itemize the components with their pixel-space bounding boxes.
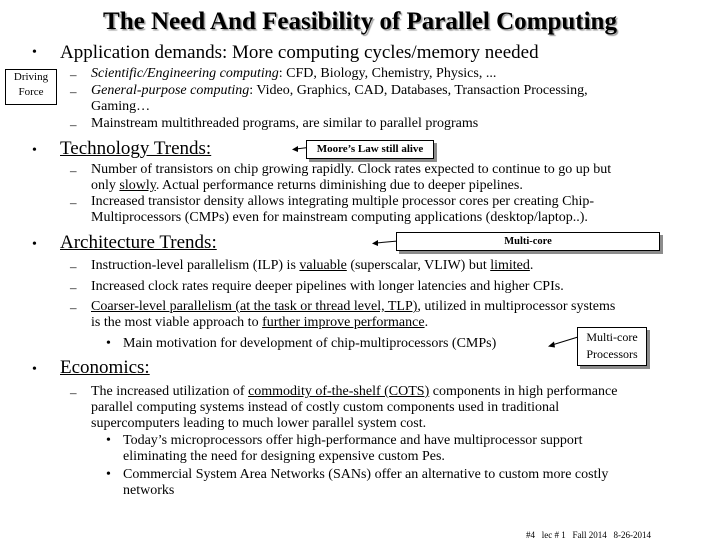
dash-marker: – xyxy=(70,385,77,400)
multitasking-callout: Multi-core xyxy=(396,232,660,251)
underlined-run: slowly xyxy=(119,178,156,193)
text-run: The increased utilization of xyxy=(91,384,249,399)
dash-marker: – xyxy=(70,163,77,178)
arch-item-ilp xyxy=(91,258,533,275)
econ-sub-microprocessors: Today’s microprocessors offer high-performance and have multiprocessor support xyxy=(123,433,583,448)
moores-law-callout: Moore’s Law still alive xyxy=(306,140,434,159)
text-run: . xyxy=(424,315,429,330)
app-item-scientific xyxy=(91,66,496,83)
tech-heading xyxy=(60,138,211,160)
app-item-em: General-purpose computing xyxy=(91,83,250,98)
bullet-marker: • xyxy=(32,237,37,252)
dash-marker: – xyxy=(70,67,77,82)
footer-slide-number: #4 xyxy=(526,530,535,540)
tech-item-density: Increased transistor density allows integrating multiple processor cores per creating Chip- xyxy=(91,194,595,209)
callout-line: Multi-core xyxy=(586,330,638,344)
sub-bullet-marker: • xyxy=(106,433,111,448)
footer-lecture: lec # 1 xyxy=(541,530,566,540)
side-label-line: Force xyxy=(18,86,44,98)
callout-arrow-icon xyxy=(546,334,580,350)
sub-bullet-marker: • xyxy=(106,467,111,482)
underlined-run: commodity of-the-shelf (COTS) xyxy=(248,384,430,399)
footer xyxy=(526,530,651,540)
app-item-general xyxy=(91,83,588,100)
text-run: (superscalar, VLIW) but xyxy=(346,258,491,273)
underlined-run: valuable xyxy=(299,258,347,273)
dash-marker: – xyxy=(70,300,77,315)
callout-line: Processors xyxy=(586,347,638,361)
text-run: . xyxy=(529,258,534,273)
econ-item-cots xyxy=(91,384,617,401)
econ-sub-microprocessors-cont: eliminating the need for designing expensive custom Pes. xyxy=(123,449,445,464)
app-item-rest: : Video, Graphics, CAD, Databases, Transaction Processing, xyxy=(249,83,588,98)
app-item-em: Scientific/Engineering computing xyxy=(91,66,279,81)
arch-item-clock: Increased clock rates require deeper pipelines with longer latencies and higher CPIs. xyxy=(91,279,564,294)
app-item-rest: : CFD, Biology, Chemistry, Physics, ... xyxy=(278,66,497,81)
tech-item-transistors: Number of transistors on chip growing rapidly. Clock rates expected to continue to go up but xyxy=(91,162,612,177)
econ-sub-sans: Commercial System Area Networks (SANs) offer an alternative to custom more costly xyxy=(123,467,609,482)
bullet-marker: • xyxy=(32,143,37,158)
multicore-callout xyxy=(577,327,647,366)
econ-heading-text: Economics: xyxy=(60,357,150,378)
underlined-run: further improve performance xyxy=(262,315,425,330)
footer-date: 8-26-2014 xyxy=(613,530,652,540)
dash-marker: – xyxy=(70,280,77,295)
text-run: only xyxy=(91,178,120,193)
app-heading: Application demands: More computing cycles/memory needed xyxy=(60,42,539,63)
bullet-marker: • xyxy=(32,362,37,377)
tech-item-transistors-cont xyxy=(91,178,523,195)
text-run: , utilized in multiprocessor systems xyxy=(417,299,616,314)
econ-item-cots-line2: parallel computing systems instead of costly custom components used in traditional xyxy=(91,400,560,415)
side-label-line: Driving xyxy=(13,71,49,83)
text-run: Instruction-level parallelism (ILP) is xyxy=(91,258,300,273)
app-item-general-cont: Gaming… xyxy=(91,99,151,114)
tech-heading-text: Technology Trends: xyxy=(60,138,212,159)
app-item-mainstream: Mainstream multithreaded programs, are similar to parallel programs xyxy=(91,116,479,131)
underlined-run: limited xyxy=(490,258,530,273)
arch-heading xyxy=(60,232,217,254)
econ-heading xyxy=(60,357,150,379)
text-run: . Actual performance returns diminishing due to deeper pipelines. xyxy=(155,178,523,193)
dash-marker: – xyxy=(70,117,77,132)
text-run: components in high performance xyxy=(429,384,618,399)
arch-item-tlp xyxy=(91,299,615,316)
text-run: is the most viable approach to xyxy=(91,315,263,330)
arch-sub-cmp: Main motivation for development of chip-multiprocessors (CMPs) xyxy=(123,336,497,351)
driving-force-label xyxy=(5,69,57,105)
slide-title: The Need And Feasibility of Parallel Computing xyxy=(103,8,617,35)
dash-marker: – xyxy=(70,195,77,210)
dash-marker: – xyxy=(70,259,77,274)
sub-bullet-marker: • xyxy=(106,336,111,351)
footer-term: Fall 2014 xyxy=(572,530,607,540)
tech-item-density-cont: Multiprocessors (CMPs) even for mainstream computing applications (desktop/laptop..). xyxy=(91,210,588,225)
arch-heading-text: Architecture Trends: xyxy=(60,232,217,253)
dash-marker: – xyxy=(70,84,77,99)
econ-sub-sans-cont: networks xyxy=(123,483,175,498)
arch-item-tlp-cont xyxy=(91,315,428,332)
econ-item-cots-line3: supercomputers leading to much lower parallel system cost. xyxy=(91,416,427,431)
bullet-marker: • xyxy=(32,45,37,60)
underlined-run: Coarser-level parallelism (at the task or thread level, TLP) xyxy=(91,299,418,314)
